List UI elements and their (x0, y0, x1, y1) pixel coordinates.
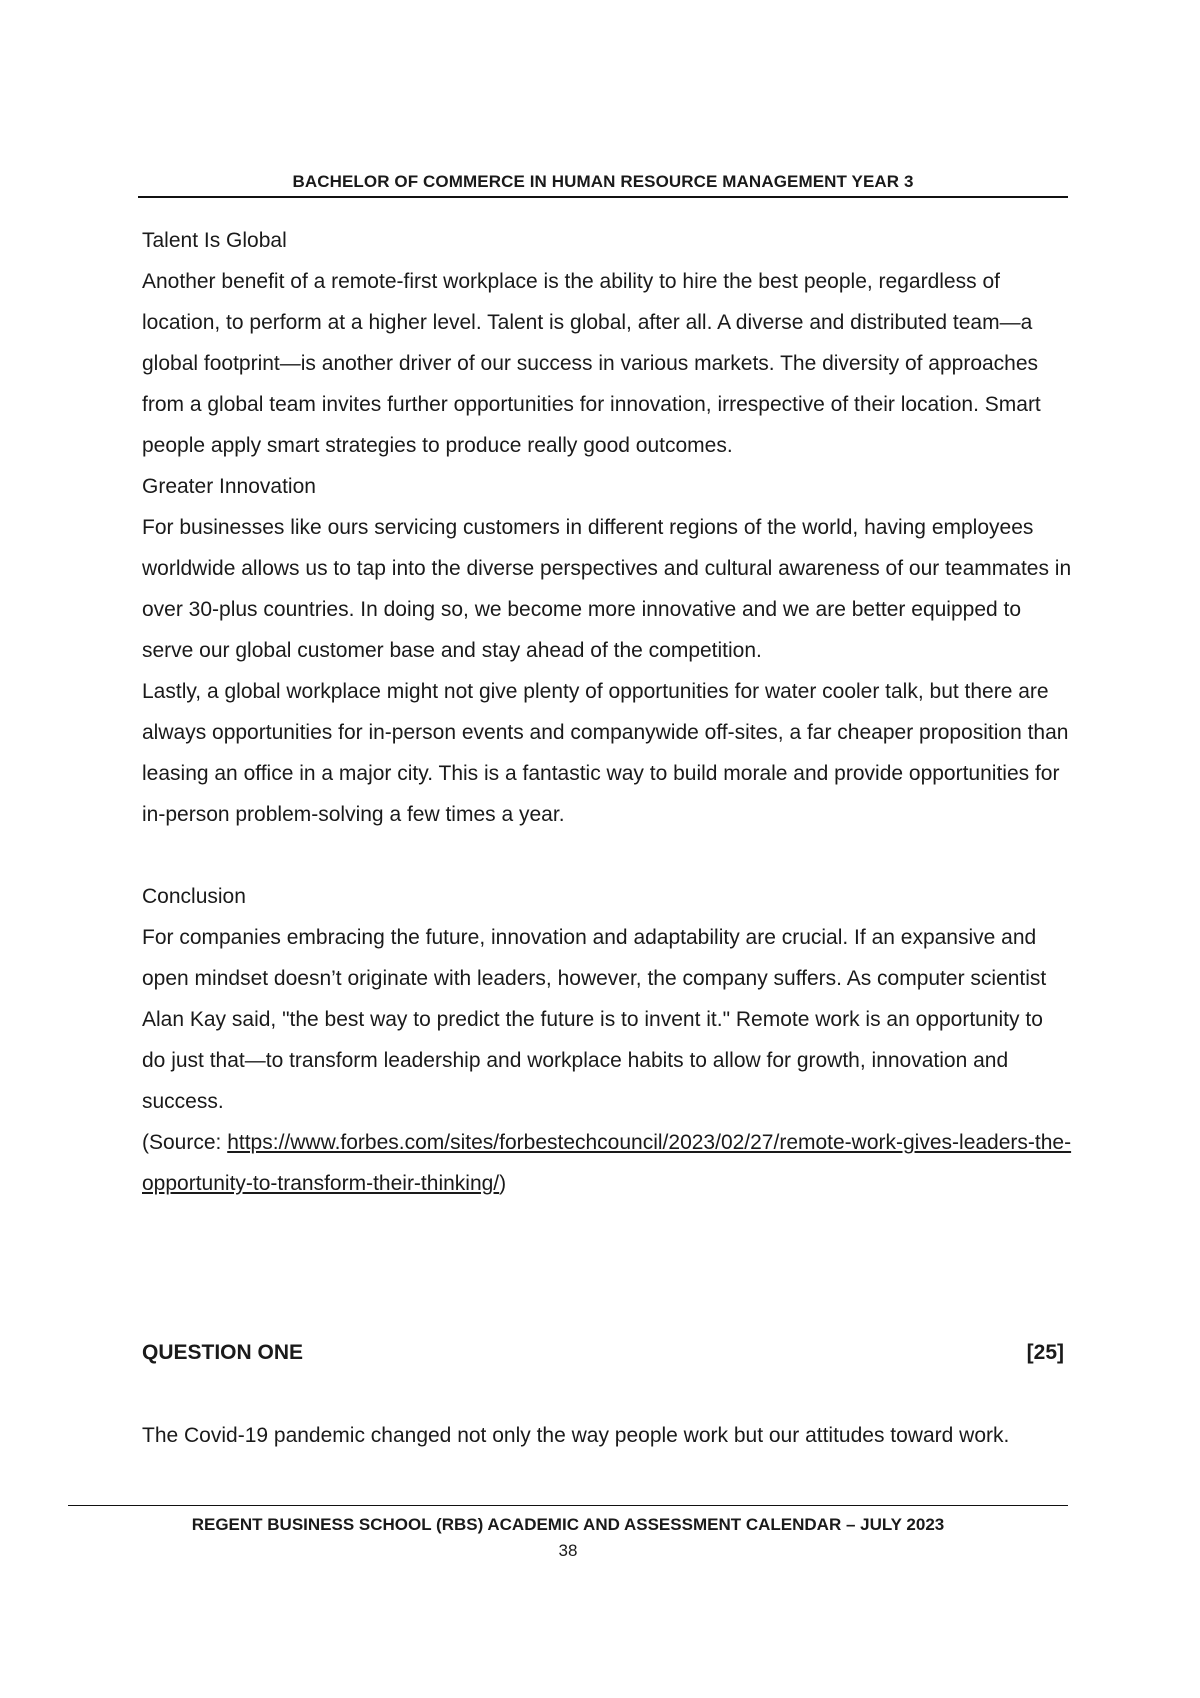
paragraph-talent-is-global: Another benefit of a remote-first workplace is the ability to hire the best people, regardless of location, to perform at a higher level. Talent is global, after all. A diverse and distributed team—a global footprint—is another driver of our success in various markets. The diversity of approaches from a global team invites further opportunities for innovation, irrespective of their location. Smart people apply smart strategies to produce really good outcomes. (142, 270, 1041, 457)
source-citation (142, 1122, 1072, 1204)
section-heading-conclusion: Conclusion (142, 885, 246, 908)
footer-divider (68, 1505, 1068, 1506)
paragraph-greater-innovation-1: For businesses like ours servicing customers in different regions of the world, having employees worldwide allows us to tap into the diverse perspectives and cultural awareness of our teammates in over 30-plus countries. In doing so, we become more innovative and we are better equipped to serve our global customer base and stay ahead of the competition. (142, 516, 1072, 662)
header-divider (138, 196, 1068, 198)
paragraph-conclusion: For companies embracing the future, innovation and adaptability are crucial. If an expansive and open mindset doesn’t originate with leaders, however, the company suffers. As computer scientist Alan Kay said, "the best way to predict the future is to invent it." Remote work is an opportunity to do just that—to transform leadership and workplace habits to allow for growth, innovation and success. (142, 926, 1047, 1113)
section-heading-talent-is-global: Talent Is Global (142, 229, 287, 252)
section-heading-greater-innovation: Greater Innovation (142, 475, 316, 498)
source-suffix: ) (499, 1172, 507, 1195)
question-marks: [25] (1026, 1341, 1064, 1364)
page-number: 38 (558, 1541, 578, 1560)
article-body (142, 220, 1072, 1204)
paragraph-greater-innovation-2: Lastly, a global workplace might not give plenty of opportunities for water cooler talk, but there are always opportunities for in-person events and companywide off-sites, a far cheaper proposition than leasing an office in a major city. This is a fantastic way to build morale and provide opportunities for in-person problem-solving a few times a year. (142, 680, 1069, 826)
question-text: The Covid-19 pandemic changed not only the way people work but our attitudes toward work. (142, 1424, 1010, 1447)
question-header (142, 1332, 1064, 1373)
source-link[interactable]: https://www.forbes.com/sites/forbestechcouncil/2023/02/27/remote-work-gives-leaders-the-opportunity-to-transform-their-thinking/ (142, 1131, 1072, 1195)
page-footer-title: REGENT BUSINESS SCHOOL (RBS) ACADEMIC AND ASSESSMENT CALENDAR – JULY 2023 (191, 1515, 945, 1534)
page-header-title: BACHELOR OF COMMERCE IN HUMAN RESOURCE MANAGEMENT YEAR 3 (292, 172, 914, 191)
paragraph-spacer (142, 835, 1072, 876)
question-title: QUESTION ONE (142, 1341, 304, 1364)
source-prefix: (Source: (142, 1131, 228, 1154)
